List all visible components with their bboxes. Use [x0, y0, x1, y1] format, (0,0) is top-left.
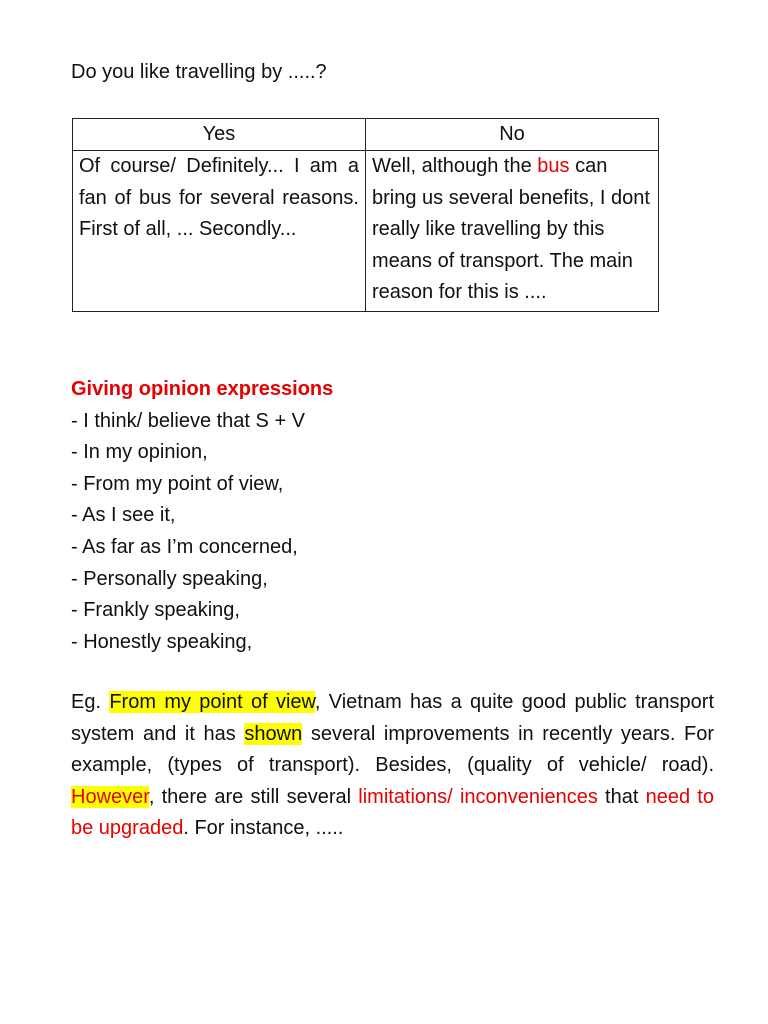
example-text-4: that — [597, 785, 646, 808]
list-item: - From my point of view, — [71, 472, 284, 495]
example-paragraph — [71, 687, 714, 845]
yes-no-table — [72, 118, 659, 312]
highlight-from-my-point-of-view: From my point of view — [109, 691, 315, 713]
no-answer-cell — [366, 151, 659, 312]
table-header-row — [73, 119, 659, 151]
list-item: - As far as I’m concerned, — [71, 535, 298, 558]
list-item: - In my opinion, — [71, 441, 208, 464]
list-item: - I think/ believe that S + V — [71, 409, 306, 432]
no-answer-bus-keyword: bus — [537, 155, 570, 177]
no-answer-text-start: Well, although the — [372, 155, 538, 177]
highlight-however: However — [71, 785, 149, 808]
yes-answer-cell: Of course/ Definitely... I am a fan of bus for several reasons. First of all, ... Secondly... — [73, 151, 366, 312]
list-item: - As I see it, — [71, 504, 176, 527]
red-need-to-be-upgraded: need to be upgraded — [71, 785, 714, 840]
example-prefix: Eg. — [71, 691, 110, 713]
opinion-expression-list — [71, 406, 333, 659]
question-heading: Do you like travelling by .....? — [71, 61, 327, 83]
yes-column-header: Yes — [73, 119, 366, 151]
list-item: - Frankly speaking, — [71, 599, 240, 622]
opinion-section — [71, 374, 333, 658]
red-limitations: limitations/ inconveniences — [358, 785, 598, 808]
example-text-2: several improvements in recently years. For example, (types of transport). Besides, (quality of vehicle/ road). — [71, 722, 715, 777]
no-column-header: No — [366, 119, 659, 151]
list-item: - Honestly speaking, — [71, 630, 253, 653]
no-answer-text-end: can bring us several benefits, I dont really like travelling by this means of transport. The main reason for this is .... — [372, 155, 650, 303]
list-item: - Personally speaking, — [71, 567, 268, 590]
highlight-shown: shown — [244, 722, 303, 745]
example-text-5: . For instance, ..... — [183, 817, 344, 840]
table-row — [73, 151, 659, 312]
opinion-heading: Giving opinion expressions — [71, 378, 334, 400]
example-text-3: , there are still several — [148, 785, 359, 808]
example-text-1: , Vietnam has a quite good public transport system and it has — [71, 691, 715, 745]
